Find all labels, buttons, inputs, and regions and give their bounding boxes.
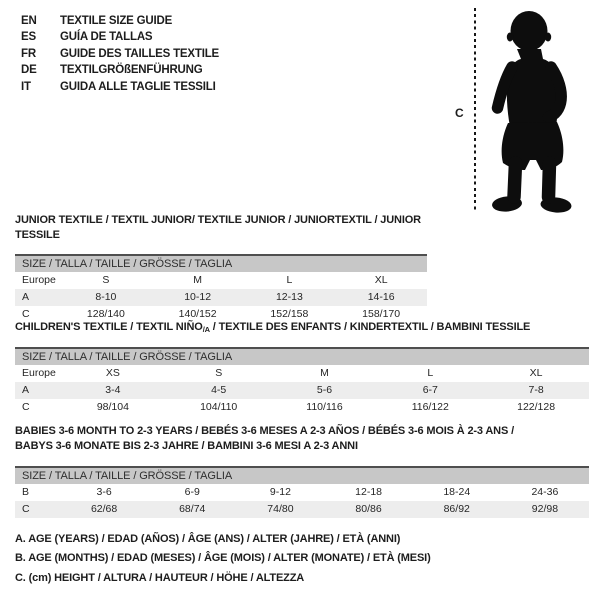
- height-cell: 116/122: [411, 401, 449, 413]
- age-cell: 14-16: [367, 291, 395, 303]
- legend-line-c: C. (cm) HEIGHT / ALTURA / HAUTEUR / HÖHE / ALTEZZA: [15, 571, 305, 584]
- height-cell: 152/158: [270, 308, 309, 320]
- height-cell: 86/92: [443, 503, 470, 515]
- age-cell: 3-4: [105, 384, 121, 396]
- babies-table-section: [15, 424, 589, 518]
- language-code: ES: [21, 31, 36, 44]
- babies-title-line1: BABIES 3-6 MONTH TO 2-3 YEARS / BEBÉS 3-6 MESES A 2-3 AÑOS / BÉBÉS 3-6 MOIS À 2-3 ANS /: [15, 425, 514, 437]
- height-cell: 80/86: [355, 503, 382, 515]
- age-cell: 24-36: [531, 486, 559, 498]
- baby-silhouette: [487, 5, 581, 213]
- height-cell: 122/128: [517, 401, 556, 413]
- age-cell: 6-7: [422, 384, 438, 396]
- table-row: [15, 365, 589, 382]
- language-row-de: [21, 62, 219, 78]
- table-row: [15, 484, 589, 501]
- guide-title-es: GUÍA DE TALLAS: [60, 31, 153, 44]
- size-cell: XL: [374, 274, 388, 286]
- age-cell: 8-10: [95, 291, 117, 303]
- title-subscript: /A: [202, 325, 210, 334]
- row-label: B: [22, 486, 30, 498]
- size-header-bar: SIZE / TALLA / TAILLE / GRÖSSE / TAGLIA: [15, 468, 589, 484]
- language-code: EN: [21, 15, 37, 27]
- height-cell: 92/98: [531, 503, 559, 515]
- table-row: [15, 289, 427, 306]
- language-code: DE: [21, 64, 37, 77]
- guide-title-fr: GUIDE DES TAILLES TEXTILE: [60, 47, 219, 60]
- height-cell: 98/104: [96, 401, 129, 413]
- height-cell: 128/140: [86, 308, 125, 320]
- table-row: [15, 272, 427, 289]
- table-row: [15, 501, 589, 518]
- height-cell: 62/68: [90, 503, 118, 515]
- height-cell: 104/110: [200, 401, 238, 413]
- age-cell: 9-12: [269, 486, 291, 498]
- row-label: C: [22, 401, 30, 413]
- babies-size-table: [15, 466, 589, 518]
- babies-table-title: [15, 424, 589, 454]
- legend-line-a: A. AGE (YEARS) / EDAD (AÑOS) / ÂGE (ANS) / ALTER (JAHRE) / ETÀ (ANNI): [15, 533, 401, 545]
- height-measure-label: C: [455, 106, 464, 120]
- size-cell: M: [193, 274, 202, 286]
- size-cell: M: [320, 367, 329, 379]
- row-label: A: [22, 384, 30, 396]
- height-cell: 158/170: [362, 308, 401, 320]
- age-cell: 3-6: [96, 486, 112, 498]
- age-cell: 5-6: [316, 384, 333, 396]
- junior-table-section: [15, 213, 427, 323]
- language-row-es: [21, 29, 219, 45]
- size-cell: S: [215, 367, 223, 379]
- height-cell: 68/74: [179, 503, 206, 515]
- title-suffix: / TEXTILE DES ENFANTS / KINDERTEXTIL / BAMBINI TESSILE: [209, 321, 531, 333]
- age-cell: 12-18: [355, 486, 382, 498]
- guide-title-it: GUIDA ALLE TAGLIE TESSILI: [60, 80, 216, 93]
- size-cell: XL: [529, 367, 543, 379]
- size-cell: S: [102, 274, 110, 286]
- guide-title-de: TEXTILGRÖßENFÜHRUNG: [60, 64, 203, 77]
- language-row-it: [21, 79, 219, 95]
- table-row: [15, 382, 589, 399]
- age-cell: 12-13: [275, 291, 303, 303]
- language-row-en: [21, 13, 219, 29]
- age-cell: 6-9: [184, 486, 200, 498]
- junior-size-table: [15, 254, 427, 323]
- row-label: C: [22, 503, 30, 515]
- height-dashed-line: [474, 8, 476, 211]
- height-cell: 74/80: [267, 503, 294, 515]
- legend: [15, 530, 431, 588]
- age-cell: 10-12: [184, 291, 212, 303]
- title-prefix: CHILDREN'S TEXTILE / TEXTIL NIÑO: [15, 321, 203, 333]
- children-table-title: [15, 320, 589, 337]
- size-cell: L: [427, 367, 434, 379]
- babies-title-line2: BABYS 3-6 MONATE BIS 2-3 JAHRE / BAMBINI 3-6 MESI A 2-3 ANNI: [15, 440, 358, 452]
- size-header-bar: SIZE / TALLA / TAILLE / GRÖSSE / TAGLIA: [15, 349, 589, 365]
- children-size-table: [15, 347, 589, 416]
- language-code: IT: [21, 80, 31, 93]
- children-table-section: [15, 320, 589, 416]
- row-label: C: [22, 308, 30, 320]
- height-cell: 140/152: [178, 308, 217, 320]
- age-cell: 7-8: [528, 384, 544, 396]
- size-cell: XS: [105, 367, 120, 379]
- age-cell: 18-24: [443, 486, 471, 498]
- height-cell: 110/116: [306, 401, 343, 413]
- guide-title-en: TEXTILE SIZE GUIDE: [60, 15, 173, 27]
- language-title-list: [21, 13, 219, 95]
- table-row: [15, 399, 589, 416]
- row-label: A: [22, 291, 30, 303]
- row-label: Europe: [22, 367, 56, 379]
- row-label: Europe: [22, 274, 56, 286]
- size-cell: L: [286, 274, 293, 286]
- language-row-fr: [21, 46, 219, 62]
- language-code: FR: [21, 47, 36, 60]
- size-header-bar: SIZE / TALLA / TAILLE / GRÖSSE / TAGLIA: [15, 256, 427, 272]
- junior-table-title: JUNIOR TEXTILE / TEXTIL JUNIOR/ TEXTILE JUNIOR / JUNIORTEXTIL / JUNIOR TESSILE: [15, 214, 421, 241]
- age-cell: 4-5: [211, 384, 227, 396]
- legend-line-b: B. AGE (MONTHS) / EDAD (MESES) / ÂGE (MOIS) / ALTER (MONATE) / ETÀ (MESI): [15, 552, 431, 565]
